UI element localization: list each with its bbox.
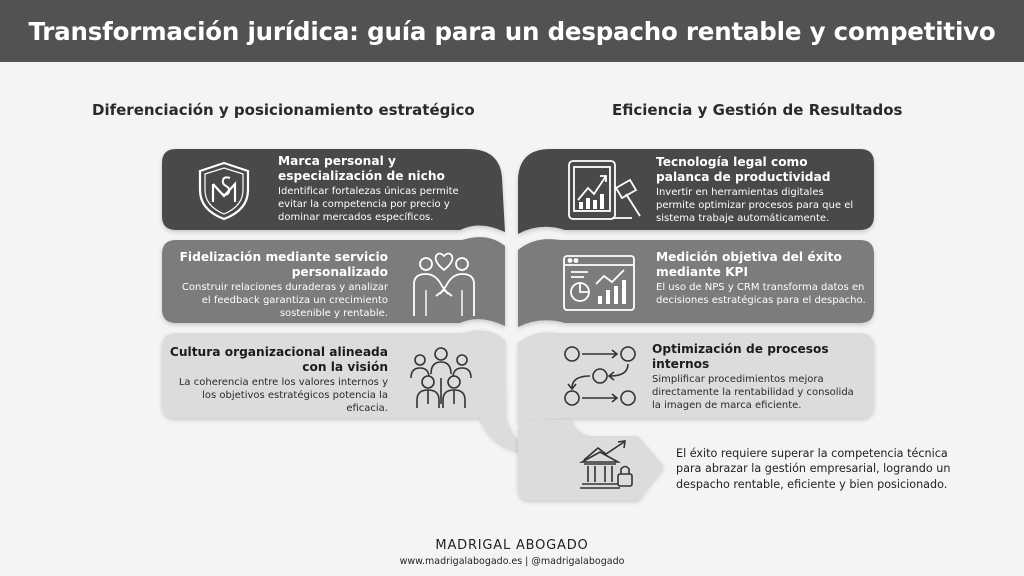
- left-column-heading: Diferenciación y posicionamiento estratégico: [92, 101, 475, 119]
- right-card-2-description: El uso de NPS y CRM transforma datos en decisiones estratégicas para el despacho.: [656, 282, 866, 307]
- dashboard-kpi-icon: [562, 254, 636, 312]
- handshake-heart-icon: [406, 250, 482, 318]
- left-card-2-description: Construir relaciones duraderas y analizar el feedback garantiza un crecimiento sostenible y rentable.: [181, 282, 388, 319]
- right-card-2-title: Medición objetiva del éxito mediante KPI: [656, 250, 842, 279]
- tablet-chart-gavel-icon: [566, 158, 644, 222]
- right-card-1-title: Tecnología legal como palanca de productividad: [656, 155, 831, 184]
- left-card-2-text: [178, 250, 388, 321]
- team-group-icon: [406, 344, 476, 410]
- left-card-1-description: Identificar fortalezas únicas permite evitar la competencia por precio y dominar mercados específicos.: [278, 186, 459, 223]
- left-card-1-text: [278, 154, 490, 225]
- right-card-3-title: Optimización de procesos internos: [652, 342, 829, 371]
- right-card-3-description: Simplificar procedimientos mejora directamente la rentabilidad y consolida la imagen de marca eficiente.: [652, 374, 854, 411]
- right-card-2-text: [656, 250, 866, 308]
- left-card-3-title: Cultura organizacional alineada con la visión: [169, 345, 388, 374]
- right-card-3-text: [652, 342, 864, 413]
- left-card-3-text: [166, 345, 388, 416]
- right-column-heading: Eficiencia y Gestión de Resultados: [612, 101, 903, 119]
- right-card-1-description: Invertir en herramientas digitales permite optimizar procesos para que el sistema trabaje automáticamente.: [656, 187, 854, 224]
- left-card-3-description: La coherencia entre los valores internos y los objetivos estratégicos potencia la eficacia.: [178, 377, 388, 414]
- process-flow-icon: [562, 344, 638, 408]
- monogram-shield-icon: [196, 160, 252, 222]
- right-card-1-text: [656, 155, 862, 226]
- page-title: Transformación jurídica: guía para un despacho rentable y competitivo: [28, 16, 996, 46]
- left-card-1-title: Marca personal y especialización de nicho: [278, 154, 445, 183]
- footer-web-link[interactable]: www.madrigalabogado.es | @madrigalabogado: [399, 556, 625, 567]
- footer-brand: MADRIGAL ABOGADO: [435, 538, 589, 553]
- summary-text: El éxito requiere superar la competencia técnica para abrazar la gestión empresarial, logrando un despacho rentable, eficiente y bien posicionado.: [676, 447, 951, 491]
- law-building-growth-icon: [578, 440, 636, 492]
- left-card-2-title: Fidelización mediante servicio personalizado: [179, 250, 388, 279]
